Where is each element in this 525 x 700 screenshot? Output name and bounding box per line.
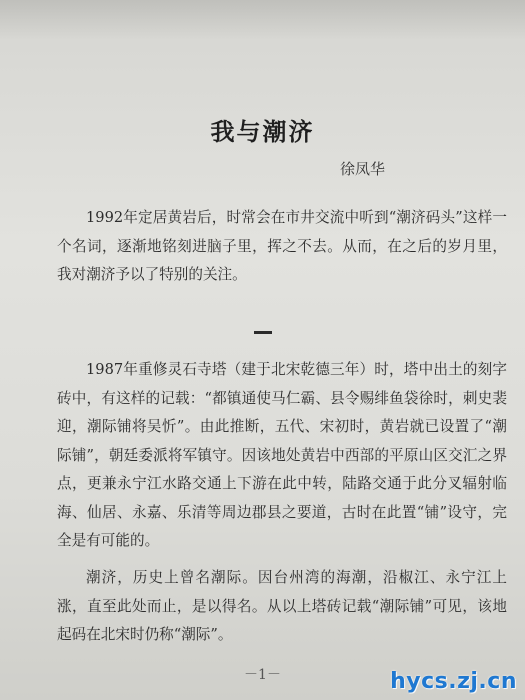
page-number: －1－ xyxy=(244,667,281,683)
page-shadow xyxy=(0,0,525,40)
paragraph-history: 1987年重修灵石寺塔（建于北宋乾德三年）时，塔中出土的刻字砖中，有这样的记载：“都镇通使马仁霸、县令赐绯鱼袋徐时，刺史裴迎，潮际铺将吴忻”。由此推断，五代、宋初时，黄岩就已设置了“潮际铺”，朝廷委派将军镇守。因该地处黄岩中西部的平原山区交汇之界点，更兼永宁江水路交通上下游在此中转，陆路交通于此分叉辐射临海、仙居、永嘉、乐清等周边郡县之要道，古时在此置“铺”设守，完全是有可能的。 xyxy=(57,361,507,549)
section-marker xyxy=(0,322,525,341)
site-watermark: hycs.zj.cn xyxy=(390,669,517,694)
article-author: 徐凤华 xyxy=(340,160,386,178)
section-dash xyxy=(254,331,272,334)
article-title: 我与潮济 xyxy=(210,118,315,146)
paragraph-name-origin: 潮济，历史上曾名潮际。因台州湾的海潮，沿椒江、永宁江上涨，直至此处而止，是以得名。从以上塔砖记载“潮际铺”可见，该地起码在北宋时仍称“潮际”。 xyxy=(57,569,507,643)
paragraph-intro: 1992年定居黄岩后，时常会在市井交流中听到“潮济码头”这样一个名词，逐渐地铭刻进脑子里，挥之不去。从而，在之后的岁月里，我对潮济予以了特别的关注。 xyxy=(57,209,507,283)
